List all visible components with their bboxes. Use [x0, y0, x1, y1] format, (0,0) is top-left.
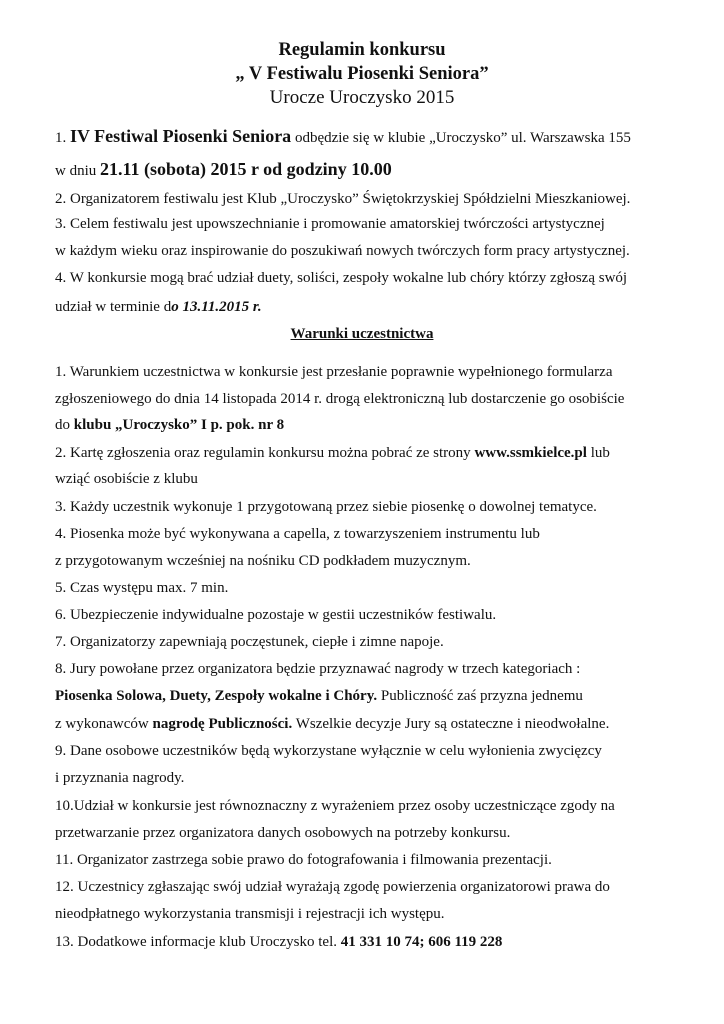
condition-10a: 10.Udział w konkursie jest równoznaczny z wyrażeniem przez osoby uczestniczące zgody na: [55, 798, 615, 814]
condition-2b: wziąć osobiście z klubu: [55, 471, 198, 487]
item-text: 13. Dodatkowe informacje klub Uroczysko tel.: [55, 934, 341, 950]
festival-title-bold: IV Festiwal Piosenki Seniora: [70, 126, 292, 146]
condition-3: 3. Każdy uczestnik wykonuje 1 przygotowaną przez siebie piosenkę o dowolnej tematyce.: [55, 499, 597, 515]
item-text: odbędzie się w klubie „Uroczysko” ul. Warszawska 155: [291, 130, 631, 146]
condition-12a: 12. Uczestnicy zgłaszając swój udział wyrażają zgodę powierzenia organizatorowi prawa do: [55, 879, 610, 895]
item-text: Publiczność zaś przyzna jednemu: [377, 688, 583, 704]
item-text: lub: [586, 445, 610, 461]
audience-award: nagrodę Publiczności.: [152, 716, 293, 732]
doc-title: Regulamin konkursu: [278, 40, 446, 60]
condition-5: 5. Czas występu max. 7 min.: [55, 580, 229, 596]
condition-13: [55, 931, 502, 953]
condition-4b: z przygotowanym wcześniej na nośniku CD podkładem muzycznym.: [55, 553, 471, 569]
condition-6: 6. Ubezpieczenie indywidualne pozostaje w gestii uczestników festiwalu.: [55, 607, 497, 623]
condition-1a: 1. Warunkiem uczestnictwa w konkursie jest przesłanie poprawnie wypełnionego formularza: [55, 364, 613, 380]
condition-8c: [55, 713, 609, 735]
condition-10b: przetwarzanie przez organizatora danych osobowych na potrzeby konkursu.: [55, 825, 511, 841]
condition-1b: zgłoszeniowego do dnia 14 listopada 2014 r. drogą elektroniczną lub dostarczenie go osobiście: [55, 391, 625, 407]
condition-1c: [55, 414, 284, 436]
condition-8b: [55, 685, 583, 707]
condition-8a: 8. Jury powołane przez organizatora będzie przyznawać nagrody w trzech kategoriach :: [55, 661, 581, 677]
item-text: udział w terminie d: [55, 299, 172, 315]
festival-date: 21.11 (sobota) 2015 r od godziny 10.00: [100, 159, 392, 179]
festival-edition: Urocze Uroczysko 2015: [269, 87, 455, 108]
intro-item-1: [55, 125, 631, 149]
item-number: 1.: [55, 130, 70, 146]
festival-name: „ V Festiwalu Piosenki Seniora”: [235, 64, 489, 84]
intro-item-3b: w każdym wieku oraz inspirowanie do poszukiwań nowych twórczych form pracy artystycznej.: [55, 243, 630, 259]
item-text: do: [55, 417, 74, 433]
condition-2a: [55, 442, 610, 464]
deadline-date: o 13.11.2015 r.: [171, 299, 262, 315]
condition-7: 7. Organizatorzy zapewniają poczęstunek, ciepłe i zimne napoje.: [55, 634, 444, 650]
intro-item-2: 2. Organizatorem festiwalu jest Klub „Uroczysko” Świętokrzyskiej Spółdzielni Mieszkaniowej.: [55, 191, 631, 207]
club-location: klubu „Uroczysko” I p. pok. nr 8: [73, 417, 285, 433]
condition-12b: nieodpłatnego wykorzystania transmisji i rejestracji ich występu.: [55, 906, 445, 922]
section-heading: Warunki uczestnictwa: [290, 326, 434, 342]
item-text: 2. Kartę zgłoszenia oraz regulamin konkursu można pobrać ze strony: [55, 445, 475, 461]
item-text: w dniu: [55, 163, 100, 179]
website-link[interactable]: www.ssmkielce.pl: [474, 445, 587, 461]
item-text: z wykonawców: [55, 716, 153, 732]
condition-11: 11. Organizator zastrzega sobie prawo do fotografowania i filmowania prezentacji.: [55, 852, 552, 868]
intro-item-3a: 3. Celem festiwalu jest upowszechnianie i promowanie amatorskiej twórczości artystycznej: [55, 216, 605, 232]
condition-9a: 9. Dane osobowe uczestników będą wykorzystane wyłącznie w celu wyłonienia zwycięzcy: [55, 743, 602, 759]
award-categories: Piosenka Solowa, Duety, Zespoły wokalne i Chóry.: [55, 688, 378, 704]
condition-9b: i przyznania nagrody.: [55, 770, 185, 786]
intro-item-4a: 4. W konkursie mogą brać udział duety, soliści, zespoły wokalne lub chóry którzy zgłoszą swój: [55, 270, 628, 286]
intro-item-1-date: [55, 158, 392, 182]
item-text: Wszelkie decyzje Jury są ostateczne i nieodwołalne.: [292, 716, 610, 732]
condition-4a: 4. Piosenka może być wykonywana a capella, z towarzyszeniem instrumentu lub: [55, 526, 540, 542]
phone-numbers: 41 331 10 74; 606 119 228: [340, 934, 503, 950]
intro-item-4b: [55, 296, 262, 318]
